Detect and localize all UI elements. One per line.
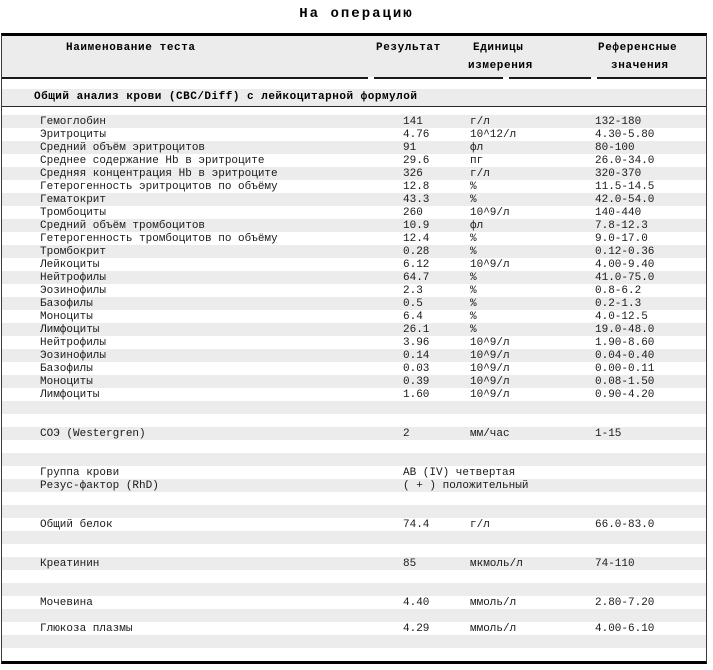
test-name: Среднее содержание Hb в эритроците [40,155,265,167]
test-name: Креатинин [40,558,100,570]
test-units: % [470,311,477,323]
test-units: мкмоль/л [470,558,523,570]
lab-result-row [2,115,706,128]
table-header-row [2,36,706,79]
test-units: г/л [470,168,490,180]
test-name: Базофилы [40,363,93,375]
test-reference-range: 0.90-4.20 [595,389,655,401]
column-header-units-line2: измерения [468,60,533,72]
test-result: 2 [403,428,410,440]
test-result: 91 [403,142,417,154]
test-reference-range: 66.0-83.0 [595,519,655,531]
test-result: 64.7 [403,272,430,284]
test-reference-range: 2.80-7.20 [595,597,655,609]
test-result: 4.76 [403,129,430,141]
spacer-row [2,401,706,414]
test-units: ммоль/л [470,623,517,635]
test-units: фл [470,220,484,232]
lab-result-row [2,388,706,401]
test-reference-range: 0.04-0.40 [595,350,655,362]
spacer-row [2,648,706,661]
test-name: Моноциты [40,311,93,323]
test-reference-range: 42.0-54.0 [595,194,655,206]
spacer-row [2,609,706,622]
lab-result-row [2,258,706,271]
test-units: 10^9/л [470,337,510,349]
spacer-row [2,583,706,596]
test-reference-range: 26.0-34.0 [595,155,655,167]
test-name: Эозинофилы [40,350,107,362]
test-units: % [470,324,477,336]
test-reference-range: 80-100 [595,142,635,154]
lab-result-row [2,518,706,531]
test-result: 0.39 [403,376,430,388]
test-name: Гетерогенность тромбоцитов по объёму [40,233,278,245]
test-name: Мочевина [40,597,93,609]
test-result: 10.9 [403,220,430,232]
test-reference-range: 0.12-0.36 [595,246,655,258]
test-name: СОЭ (Westergren) [40,428,146,440]
column-header-result: Результат [376,42,441,54]
lab-result-row [2,180,706,193]
spacer-row [2,414,706,427]
test-units: % [470,246,477,258]
test-result: 12.4 [403,233,430,245]
test-units: % [470,298,477,310]
test-reference-range: 0.00-0.11 [595,363,655,375]
test-name: Глюкоза плазмы [40,623,133,635]
test-reference-range: 7.8-12.3 [595,220,648,232]
test-reference-range: 132-180 [595,116,642,128]
test-result: 0.14 [403,350,430,362]
test-name: Лейкоциты [40,259,100,271]
test-result: 6.4 [403,311,423,323]
test-result: 141 [403,116,423,128]
test-result: 85 [403,558,417,570]
spacer-row [2,531,706,544]
spacer-row [2,453,706,466]
test-result: 326 [403,168,423,180]
test-reference-range: 4.0-12.5 [595,311,648,323]
test-reference-range: 140-440 [595,207,642,219]
test-units: % [470,181,477,193]
test-units: % [470,285,477,297]
test-reference-range: 9.0-17.0 [595,233,648,245]
test-result: 4.40 [403,597,430,609]
lab-result-row [2,310,706,323]
results-table [1,33,707,664]
test-name: Общий белок [40,519,113,531]
test-units: 10^9/л [470,376,510,388]
test-name: Тромбокрит [40,246,107,258]
column-header-reference: Референсные [598,42,678,54]
test-result: 0.03 [403,363,430,375]
test-result: 0.28 [403,246,430,258]
lab-result-row [2,323,706,336]
test-name: Эозинофилы [40,285,107,297]
lab-result-row [2,206,706,219]
lab-result-row [2,427,706,440]
lab-result-row [2,193,706,206]
test-name: Группа крови [40,467,120,479]
header-rule-gap [368,77,374,79]
test-name: Гетерогенность эритроцитов по объёму [40,181,278,193]
column-header-test-name: Наименование теста [66,42,196,54]
test-name: Лимфоциты [40,389,100,401]
lab-result-row [2,284,706,297]
test-units: 10^9/л [470,259,510,271]
spacer-row [2,492,706,505]
test-name: Средний объём эритроцитов [40,142,206,154]
test-result: 2.3 [403,285,423,297]
lab-result-row [2,141,706,154]
lab-result-row [2,596,706,609]
test-reference-range: 11.5-14.5 [595,181,655,193]
test-name: Средняя концентрация Hb в эритроците [40,168,278,180]
column-header-units: Единицы [473,42,524,54]
lab-result-row [2,219,706,232]
test-name: Нейтрофилы [40,272,107,284]
test-result: 3.96 [403,337,430,349]
lab-result-row [2,336,706,349]
test-name: Гематокрит [40,194,107,206]
lab-result-row [2,297,706,310]
test-units: пг [470,155,484,167]
test-name: Нейтрофилы [40,337,107,349]
test-reference-range: 1-15 [595,428,622,440]
test-value: AB (IV) четвертая [403,467,516,479]
lab-result-row [2,245,706,258]
test-name: Моноциты [40,376,93,388]
spacer-row [2,635,706,648]
test-result: 12.8 [403,181,430,193]
test-name: Резус-фактор (RhD) [40,480,159,492]
test-units: мм/час [470,428,510,440]
test-reference-range: 4.30-5.80 [595,129,655,141]
lab-result-row [2,128,706,141]
test-units: % [470,233,477,245]
test-units: % [470,194,477,206]
test-units: г/л [470,519,490,531]
test-name: Тромбоциты [40,207,107,219]
test-result: 29.6 [403,155,430,167]
test-units: 10^9/л [470,207,510,219]
test-reference-range: 19.0-48.0 [595,324,655,336]
spacer-row [2,570,706,583]
table-body [2,115,706,661]
test-reference-range: 1.90-8.60 [595,337,655,349]
spacer [2,79,706,89]
lab-result-row [2,375,706,388]
lab-result-row [2,466,706,479]
test-name: Гемоглобин [40,116,107,128]
test-result: 260 [403,207,423,219]
test-result: 74.4 [403,519,430,531]
header-rule-gap [503,77,509,79]
test-reference-range: 41.0-75.0 [595,272,655,284]
test-result: 0.5 [403,298,423,310]
test-reference-range: 0.08-1.50 [595,376,655,388]
test-units: г/л [470,116,490,128]
test-value: ( + ) положительный [403,480,529,492]
lab-result-row [2,167,706,180]
test-reference-range: 320-370 [595,168,642,180]
document-title: На операцию [299,6,414,22]
test-units: 10^9/л [470,363,510,375]
header-rule-gap [591,77,597,79]
lab-result-row [2,349,706,362]
lab-result-row [2,362,706,375]
test-units: 10^9/л [470,389,510,401]
spacer-row [2,440,706,453]
test-reference-range: 0.8-6.2 [595,285,642,297]
section-header-cbc: Общий анализ крови (CBC/Diff) с лейкоцитарной формулой [2,89,706,107]
lab-result-row [2,479,706,492]
test-name: Эритроциты [40,129,107,141]
test-result: 4.29 [403,623,430,635]
test-units: 10^9/л [470,350,510,362]
column-header-reference-line2: значения [611,60,669,72]
test-units: % [470,272,477,284]
lab-result-row [2,557,706,570]
spacer-row [2,544,706,557]
test-units: ммоль/л [470,597,517,609]
test-name: Базофилы [40,298,93,310]
test-reference-range: 4.00-6.10 [595,623,655,635]
test-reference-range: 0.2-1.3 [595,298,642,310]
test-result: 6.12 [403,259,430,271]
test-name: Средний объём тромбоцитов [40,220,206,232]
lab-result-row [2,232,706,245]
lab-result-row [2,154,706,167]
test-result: 1.60 [403,389,430,401]
test-units: 10^12/л [470,129,517,141]
lab-result-row [2,622,706,635]
test-reference-range: 74-110 [595,558,635,570]
spacer [2,107,706,115]
spacer-row [2,505,706,518]
test-reference-range: 4.00-9.40 [595,259,655,271]
test-result: 43.3 [403,194,430,206]
test-result: 26.1 [403,324,430,336]
lab-result-row [2,271,706,284]
test-name: Лимфоциты [40,324,100,336]
test-units: фл [470,142,484,154]
